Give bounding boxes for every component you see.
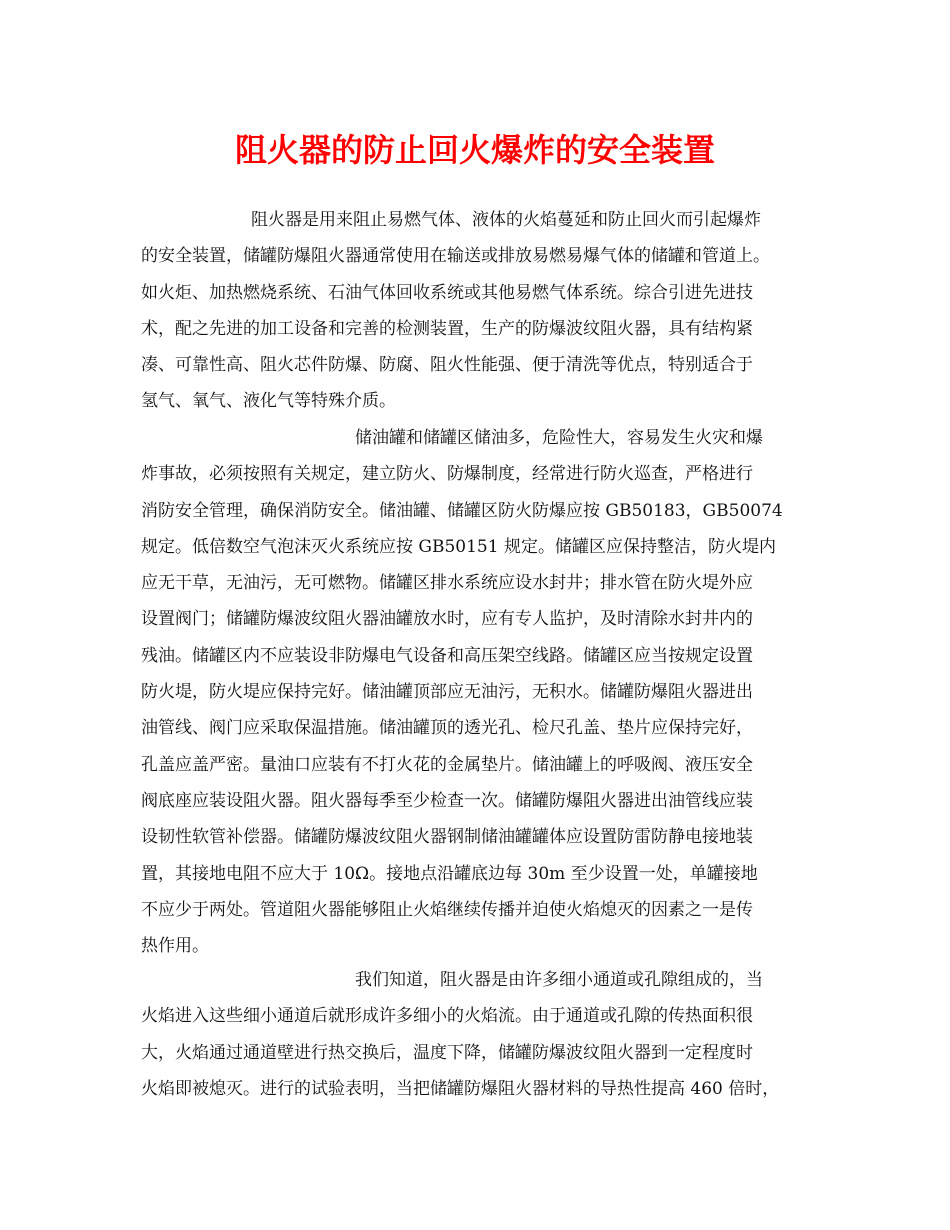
paragraph-line: 氢气、氧气、液化气等特殊介质。 bbox=[141, 391, 396, 412]
paragraph-line: 炸事故，必须按照有关规定，建立防火、防爆制度，经常进行防火巡查，严格进行 bbox=[141, 464, 753, 485]
paragraph-line: 阻火器是用来阻止易燃气体、液体的火焰蔓延和防止回火而引起爆炸 bbox=[251, 210, 761, 230]
paragraph-line: 设韧性软管补偿器。储罐防爆波纹阻火器钢制储油罐罐体应设置防雷防静电接地装 bbox=[141, 827, 753, 848]
paragraph-3 bbox=[141, 962, 821, 1107]
paragraph-line: 设置阀门；储罐防爆波纹阻火器油罐放水时，应有专人监护，及时清除水封井内的 bbox=[141, 609, 753, 630]
paragraph-line: 大，火焰通过通道壁进行热交换后，温度下降，储罐防爆波纹阻火器到一定程度时 bbox=[141, 1042, 753, 1063]
paragraph-line: 火焰进入这些细小通道后就形成许多细小的火焰流。由于通道或孔隙的传热面积很 bbox=[141, 1006, 753, 1027]
paragraph-line: 消防安全管理，确保消防安全。储油罐、储罐区防火防爆应按 GB50183，GB50074 bbox=[141, 500, 783, 521]
paragraph-line: 的安全装置，储罐防爆阻火器通常使用在输送或排放易燃易爆气体的储罐和管道上。 bbox=[141, 246, 770, 267]
paragraph-line: 我们知道，阻火器是由许多细小通道或孔隙组成的，当 bbox=[355, 970, 763, 990]
paragraph-line: 防火堤，防火堤应保持完好。储油罐顶部应无油污，无积水。储罐防爆阻火器进出 bbox=[141, 682, 753, 703]
paragraph-line: 术，配之先进的加工设备和完善的检测装置，生产的防爆波纹阻火器，具有结构紧 bbox=[141, 318, 753, 339]
paragraph-line: 孔盖应盖严密。量油口应装有不打火花的金属垫片。储油罐上的呼吸阀、液压安全 bbox=[141, 754, 753, 775]
paragraph-line: 残油。储罐区内不应装设非防爆电气设备和高压架空线路。储罐区应当按规定设置 bbox=[141, 645, 753, 666]
paragraph-line: 应无干草，无油污，无可燃物。储罐区排水系统应设水封井；排水管在防火堤外应 bbox=[141, 573, 753, 594]
paragraph-line: 火焰即被熄灭。进行的试验表明，当把储罐防爆阻火器材料的导热性提高 460 倍时， bbox=[141, 1078, 780, 1099]
paragraph-line: 凑、可靠性高、阻火芯件防爆、防腐、阻火性能强、便于清洗等优点，特别适合于 bbox=[141, 355, 753, 376]
paragraph-line: 置，其接地电阻不应大于 10Ω。接地点沿罐底边每 30m 至少设置一处，单罐接地 bbox=[141, 863, 758, 884]
paragraph-line: 热作用。 bbox=[141, 936, 209, 957]
document-title: 阻火器的防止回火爆炸的安全装置 bbox=[234, 131, 715, 169]
paragraph-line: 阀底座应装设阻火器。阻火器每季至少检查一次。储罐防爆阻火器进出油管线应装 bbox=[141, 790, 753, 811]
paragraph-line: 规定。低倍数空气泡沫灭火系统应按 GB50151 规定。储罐区应保持整洁，防火堤内 bbox=[141, 536, 776, 557]
paragraph-1 bbox=[141, 202, 821, 420]
paragraph-2 bbox=[141, 420, 821, 964]
paragraph-line: 油管线、阀门应采取保温措施。储油罐顶的透光孔、检尺孔盖、垫片应保持完好， bbox=[141, 718, 753, 739]
paragraph-line: 不应少于两处。管道阻火器能够阻止火焰继续传播并迫使火焰熄灭的因素之一是传 bbox=[141, 899, 753, 920]
paragraph-line: 储油罐和储罐区储油多，危险性大，容易发生火灾和爆 bbox=[355, 428, 763, 448]
paragraph-line: 如火炬、加热燃烧系统、石油气体回收系统或其他易燃气体系统。综合引进先进技 bbox=[141, 282, 753, 303]
